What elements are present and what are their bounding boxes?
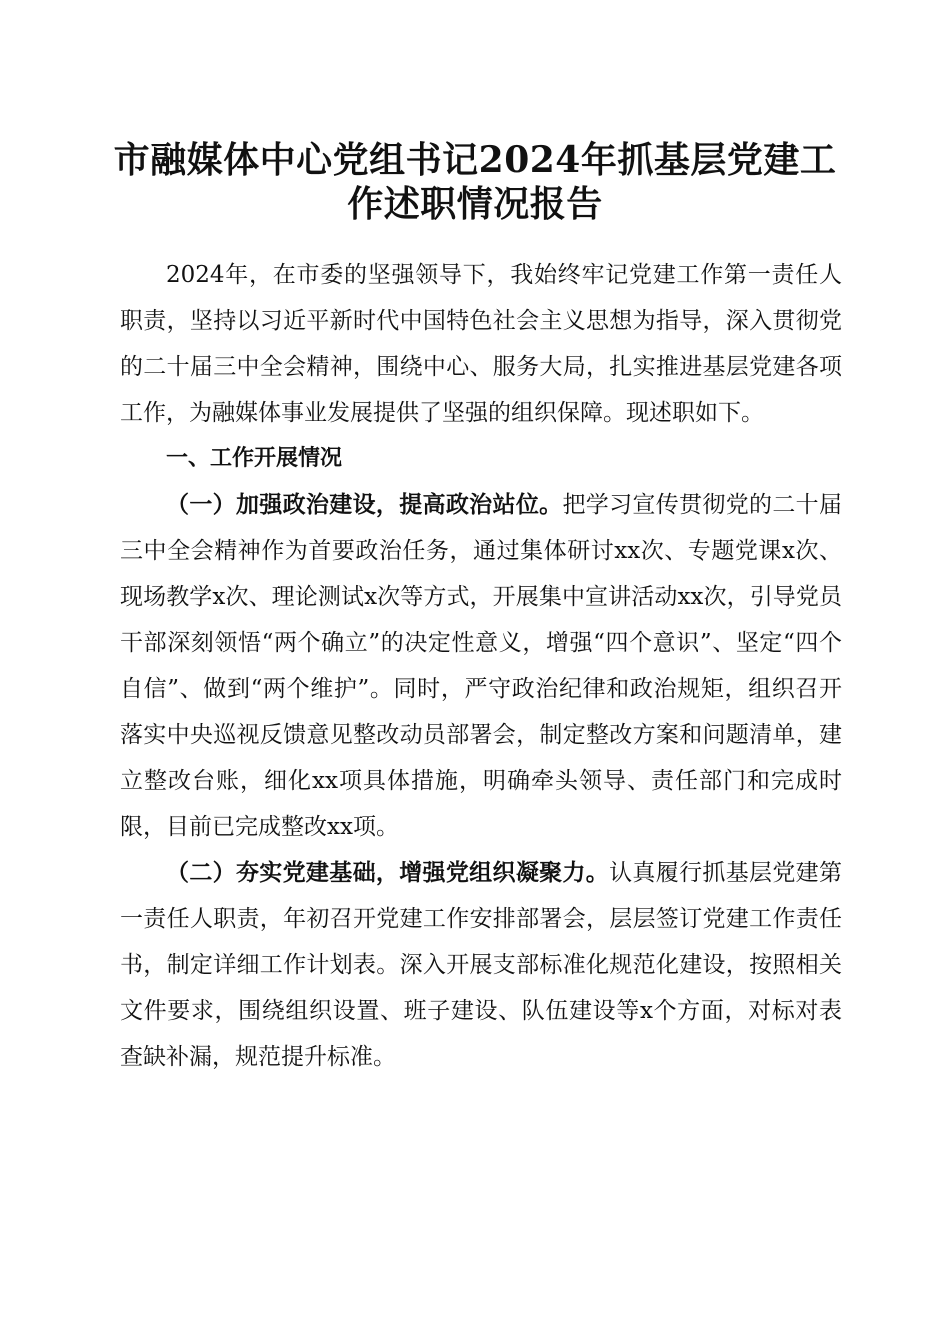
item-2-text: 认真履行抓基层党建第一责任人职责，年初召开党建工作安排部署会，层层签订党建工作责任书，制定详细工作计划表。深入开展支部标准化规范化建设，按照相关文件要求，围绕组织设置、班子建设、队伍建设等x个方面，对标对表查缺补漏，规范提升标准。 <box>120 860 843 1070</box>
item-1-lead: （一）加强政治建设，提高政治站位。 <box>166 492 563 518</box>
item-2-lead: （二）夯实党建基础，增强党组织凝聚力。 <box>166 860 610 886</box>
paragraph-item-1 <box>120 482 842 850</box>
document-body <box>120 252 842 1080</box>
section-heading: 一、工作开展情况 <box>166 446 343 471</box>
paragraph-item-2 <box>120 850 842 1080</box>
title-line-2: 作述职情况报告 <box>347 183 603 225</box>
intro-paragraph: 2024年，在市委的坚强领导下，我始终牢记党建工作第一责任人职责，坚持以习近平新时代中国特色社会主义思想为指导，深入贯彻党的二十届三中全会精神，围绕中心、服务大局，扎实推进基层党建各项工作，为融媒体事业发展提供了坚强的组织保障。现述职如下。 <box>120 262 842 426</box>
item-1-text: 把学习宣传贯彻党的二十届三中全会精神作为首要政治任务，通过集体研讨xx次、专题党课x次、现场教学x次、理论测试x次等方式，开展集中宣讲活动xx次，引导党员干部深刻领悟“两个确立”的决定性意义，增强“四个意识”、坚定“四个自信”、做到“两个维护”。同时，严守政治纪律和政治规矩，组织召开落实中央巡视反馈意见整改动员部署会，制定整改方案和问题清单，建立整改台账，细化xx项具体措施，明确牵头领导、责任部门和完成时限，目前已完成整改xx项。 <box>120 492 843 840</box>
title-line-1: 市融媒体中心党组书记2024年抓基层党建工 <box>113 139 837 181</box>
document-title <box>110 138 840 226</box>
